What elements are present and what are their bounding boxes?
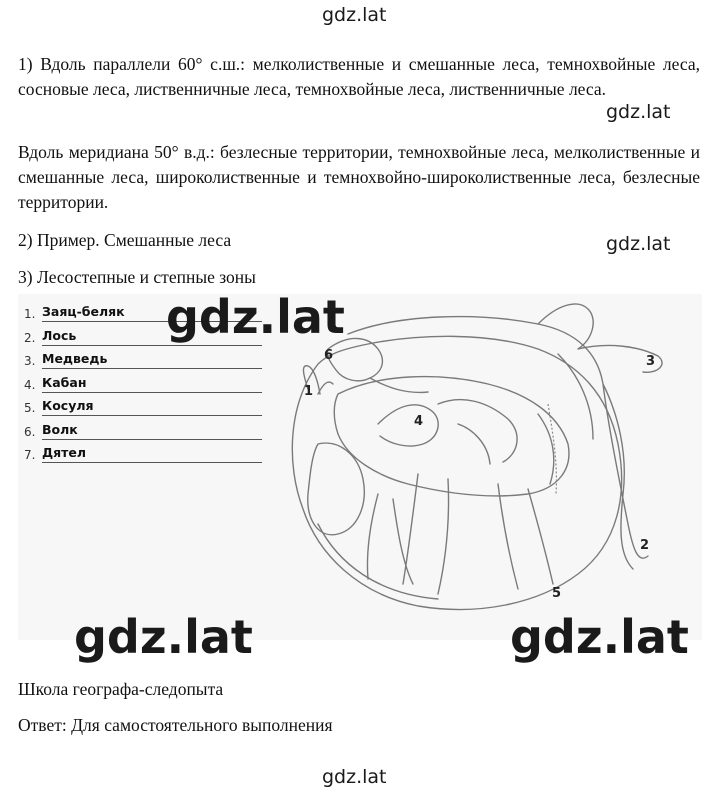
list-item — [24, 443, 284, 467]
watermark-figure-bottom-right: gdz.lat — [510, 610, 689, 664]
paragraph-parallel: 1) Вдоль параллели 60° с.ш.: мелколиственные и смешанные леса, темнохвойные леса, сосновые леса, лиственничные леса, темнохвойные леса, лиственничные леса. — [18, 54, 700, 99]
list-number: 7. — [24, 448, 36, 462]
list-underline — [42, 368, 262, 369]
figure-label-3: 3 — [646, 354, 656, 369]
figure-label-2: 2 — [640, 538, 650, 553]
list-animal-name: Дятел — [42, 445, 87, 460]
watermark-bottom: gdz.lat — [322, 766, 387, 788]
list-animal-name: Медведь — [42, 351, 108, 366]
list-underline — [42, 462, 262, 463]
watermark-right-2: gdz.lat — [606, 233, 671, 255]
list-animal-name: Волк — [42, 421, 78, 437]
list-item — [24, 373, 284, 397]
watermark-top: gdz.lat — [322, 4, 387, 26]
outline-1 — [292, 336, 621, 609]
list-item — [24, 396, 284, 420]
list-number: 3. — [24, 354, 36, 368]
list-animal-name: Лось — [42, 327, 77, 343]
answer-text: Ответ: Для самостоятельного выполнения — [18, 715, 333, 735]
outline-9 — [308, 443, 364, 535]
paragraph-example: 2) Пример. Смешанные леса — [18, 230, 232, 250]
outline-13 — [318, 524, 438, 599]
outline-6 — [403, 474, 553, 594]
outline-5 — [327, 338, 428, 392]
figure-label-6: 6 — [324, 348, 334, 363]
outline-7 — [378, 405, 438, 446]
list-number: 5. — [24, 401, 36, 415]
list-underline — [42, 439, 262, 440]
list-animal-name: Косуля — [42, 398, 94, 413]
list-underline — [42, 415, 262, 416]
paragraph-zones: 3) Лесостепные и степные зоны — [18, 267, 256, 287]
list-animal-name: Кабан — [42, 374, 87, 390]
section-title: Школа географа-следопыта — [18, 679, 224, 699]
list-number: 2. — [24, 330, 36, 345]
outline-4 — [334, 377, 569, 496]
animal-tracing-figure — [18, 294, 702, 640]
outline-3 — [538, 304, 662, 372]
figure-label-4: 4 — [414, 414, 424, 429]
figure-label-1: 1 — [304, 384, 314, 399]
outline-11 — [438, 400, 517, 464]
list-underline — [42, 392, 262, 393]
watermark-figure-top: gdz.lat — [166, 290, 345, 344]
outline-10 — [367, 494, 413, 584]
list-number: 4. — [24, 377, 36, 392]
list-number: 6. — [24, 424, 36, 439]
list-animal-name: Заяц-беляк — [42, 304, 125, 319]
list-item — [24, 420, 284, 444]
watermark-right-1: gdz.lat — [606, 101, 671, 123]
list-underline — [42, 345, 262, 346]
list-number: 1. — [24, 307, 36, 321]
paragraph-meridian: Вдоль меридиана 50° в.д.: безлесные территории, темнохвойные леса, мелколиственные и смешанные леса, широколиственные и темнохвойно-широколиственные леса, безлесные территории. — [18, 142, 700, 212]
list-item — [24, 349, 284, 373]
figure-label-5: 5 — [552, 586, 562, 601]
watermark-figure-bottom-left: gdz.lat — [74, 610, 253, 664]
outline-12 — [538, 354, 593, 484]
